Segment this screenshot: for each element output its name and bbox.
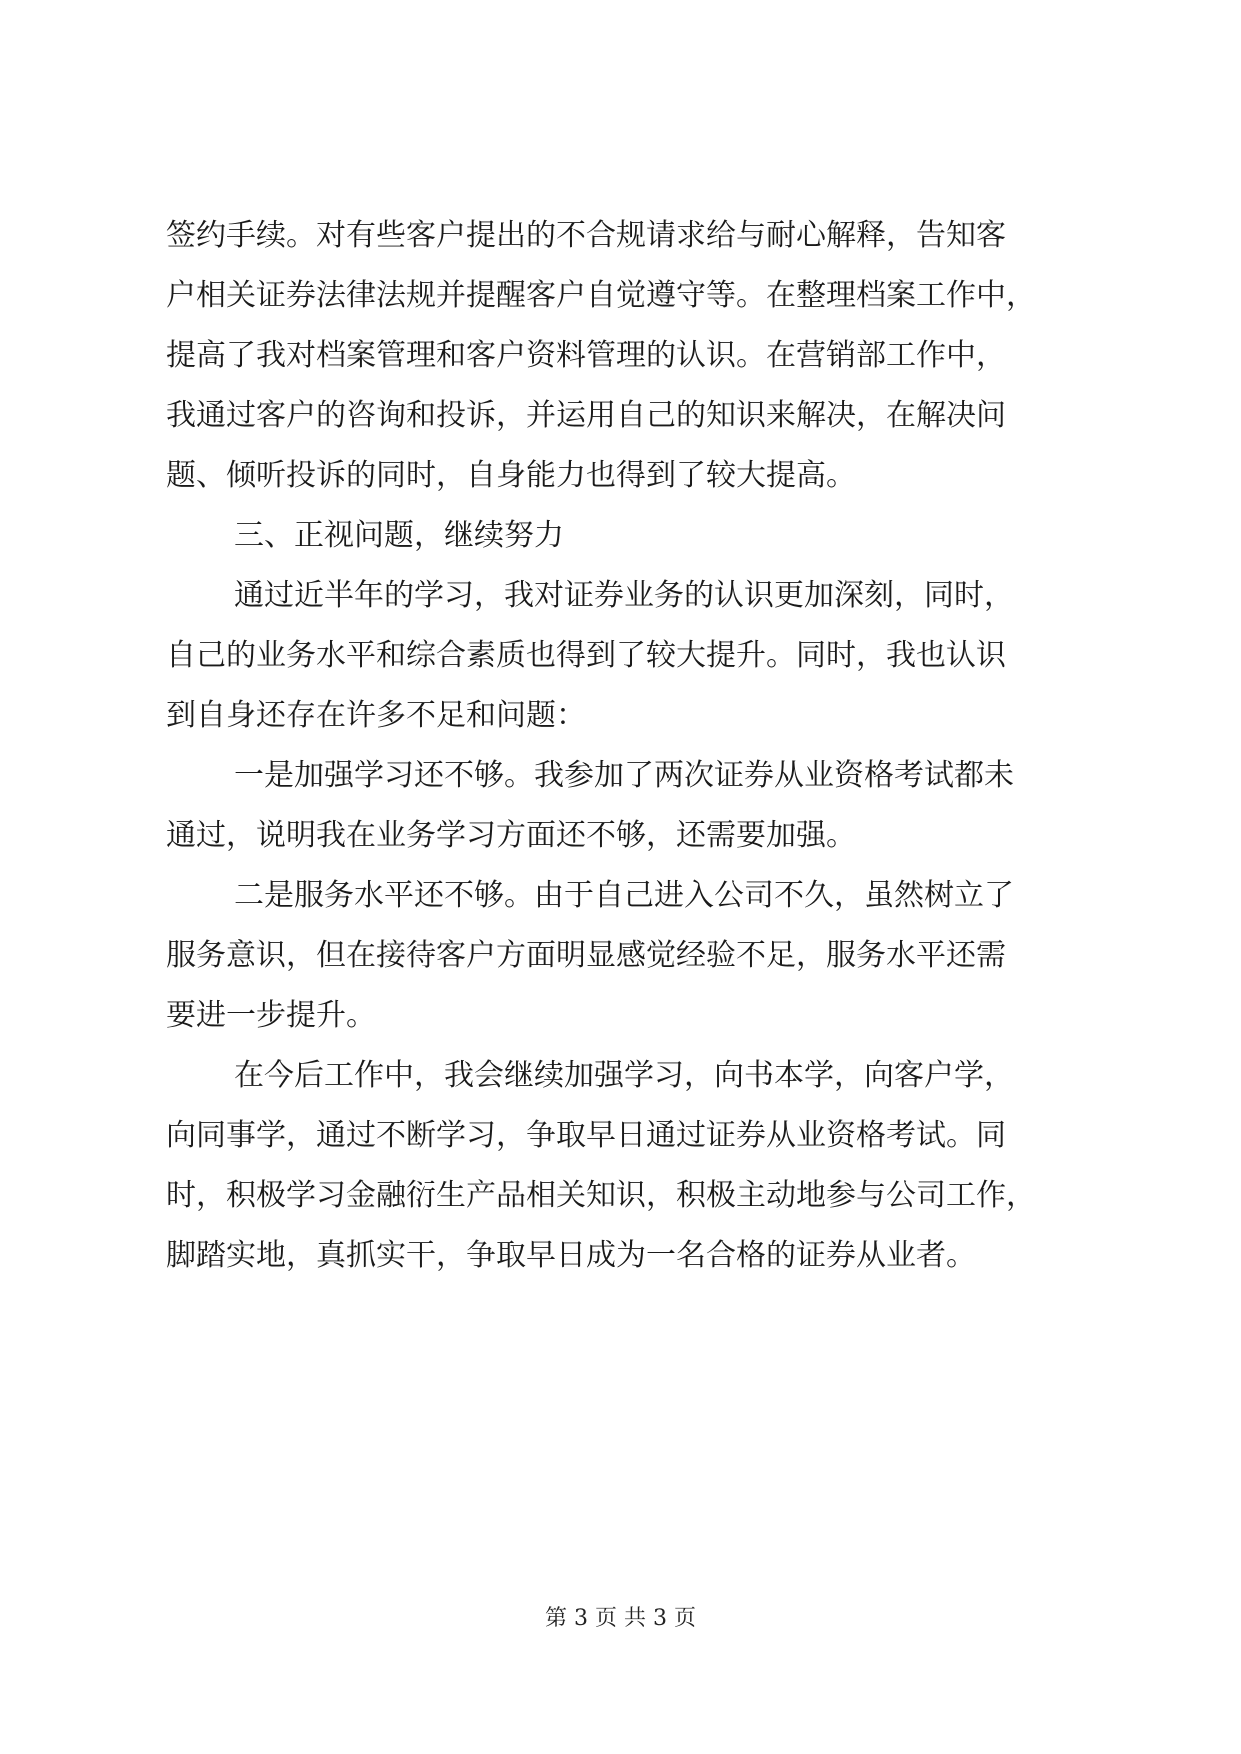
- document-body: [166, 206, 1106, 1286]
- text-line: 服务意识，但在接待客户方面明显感觉经验不足，服务水平还需: [166, 938, 1006, 973]
- text-line: 题、倾听投诉的同时，自身能力也得到了较大提高。: [166, 458, 856, 493]
- text-line: 脚踏实地，真抓实干，争取早日成为一名合格的证券从业者。: [166, 1238, 976, 1273]
- text-line: 一是加强学习还不够。我参加了两次证券从业资格考试都未: [234, 758, 1014, 793]
- text-line: 签约手续。对有些客户提出的不合规请求给与耐心解释，告知客: [166, 218, 1006, 253]
- page-footer: 第 3 页 共 3 页: [545, 1606, 696, 1631]
- text-line: 通过，说明我在业务学习方面还不够，还需要加强。: [166, 818, 856, 853]
- text-line: 户相关证券法律法规并提醒客户自觉遵守等。在整理档案工作中，: [166, 278, 1036, 313]
- text-line: 向同事学，通过不断学习，争取早日通过证券从业资格考试。同: [166, 1118, 1006, 1153]
- text-line: 二是服务水平还不够。由于自己进入公司不久，虽然树立了: [234, 878, 1014, 913]
- text-line: 提高了我对档案管理和客户资料管理的认识。在营销部工作中，: [166, 338, 1006, 373]
- text-line: 我通过客户的咨询和投诉，并运用自己的知识来解决，在解决问: [166, 398, 1006, 433]
- text-line: 到自身还存在许多不足和问题：: [166, 698, 586, 733]
- text-line: 时，积极学习金融衍生产品相关知识，积极主动地参与公司工作，: [166, 1178, 1036, 1213]
- text-line: 在今后工作中，我会继续加强学习，向书本学，向客户学，: [234, 1058, 1014, 1093]
- text-line: 自己的业务水平和综合素质也得到了较大提升。同时，我也认识: [166, 638, 1006, 673]
- text-line: 三、正视问题，继续努力: [234, 518, 564, 553]
- text-line: 要进一步提升。: [166, 998, 376, 1033]
- text-line: 通过近半年的学习，我对证券业务的认识更加深刻，同时，: [234, 578, 1014, 613]
